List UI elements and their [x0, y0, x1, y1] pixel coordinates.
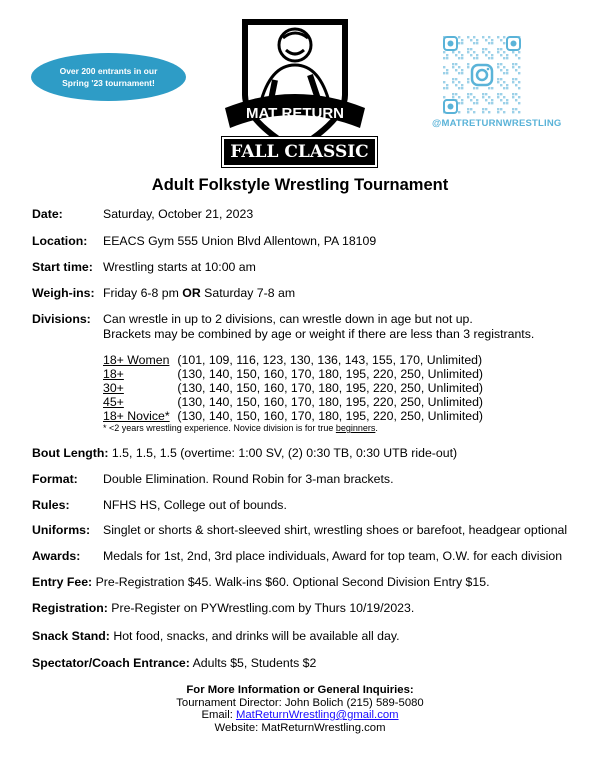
date-value: Saturday, October 21, 2023: [103, 207, 254, 221]
division-row: 18+ Novice* (130, 140, 150, 160, 170, 180, 195, 220, 250, Unlimited): [103, 409, 484, 423]
qr-code[interactable]: [443, 32, 521, 118]
entry-fee-row: Entry Fee: Pre-Registration $45. Walk-ins $60. Optional Second Division Entry $15.: [32, 575, 490, 589]
footer-website: Website: MatReturnWrestling.com: [214, 721, 386, 734]
division-row: 30+ (130, 140, 150, 160, 170, 180, 195, 220, 250, Unlimited): [103, 381, 484, 395]
svg-text:MAT RETURN: MAT RETURN: [245, 105, 345, 122]
rules-label: Rules:: [32, 498, 70, 512]
email-link[interactable]: MatReturnWrestling@gmail.com: [235, 709, 399, 721]
instagram-handle: @MATRETURNWRESTLING: [432, 118, 562, 129]
footer-director: Tournament Director: John Bolich (215) 589-5080: [176, 696, 424, 709]
date-label: Date:: [32, 207, 63, 221]
divisions-value: Can wrestle in up to 2 divisions, can wrestle down in age but not up.: [103, 312, 473, 326]
awards-value: Medals for 1st, 2nd, 3rd place individuals, Award for top team, O.W. for each division: [103, 549, 563, 563]
uniforms-value: Singlet or shorts & short-sleeved shirt, wrestling shoes or barefoot, headgear optional: [103, 523, 568, 537]
footer: [0, 684, 600, 734]
footer-email-line: Email: MatReturnWrestling@gmail.com: [201, 709, 399, 721]
divisions-value-2: Brackets may be combined by age or weight if there are less than 3 registrants.: [103, 327, 535, 341]
uniforms-label: Uniforms:: [32, 523, 91, 537]
instagram-icon: [470, 63, 494, 87]
location-label: Location:: [32, 234, 88, 248]
divisions-label: Divisions:: [32, 312, 91, 326]
location-value: EEACS Gym 555 Union Blvd Allentown, PA 18109: [103, 234, 377, 248]
division-row: 18+ Women (101, 109, 116, 123, 130, 136, 143, 155, 170, Unlimited): [103, 353, 483, 367]
registration-row: Registration: Pre-Register on PYWrestling.com by Thurs 10/19/2023.: [32, 601, 415, 615]
footer-heading: For More Information or General Inquiries:: [186, 684, 414, 696]
spectator-row: Spectator/Coach Entrance: Adults $5, Students $2: [32, 656, 317, 670]
bout-length-row: Bout Length: 1.5, 1.5, 1.5 (overtime: 1:00 SV, (2) 0:30 TB, 0:30 UTB ride-out): [32, 446, 458, 460]
division-row: 45+ (130, 140, 150, 160, 170, 180, 195, 220, 250, Unlimited): [103, 395, 484, 409]
promo-bubble: [31, 53, 186, 101]
snack-stand-row: Snack Stand: Hot food, snacks, and drinks will be available all day.: [32, 629, 400, 643]
format-value: Double Elimination. Round Robin for 3-man brackets.: [103, 472, 394, 486]
promo-line-1: Over 200 entrants in our: [59, 66, 158, 76]
page-title: Adult Folkstyle Wrestling Tournament: [151, 176, 449, 194]
division-row: 18+ (130, 140, 150, 160, 170, 180, 195, 220, 250, Unlimited): [103, 367, 484, 381]
rules-value: NFHS HS, College out of bounds.: [103, 498, 287, 512]
fall-classic-banner: FALL CLASSIC: [222, 137, 377, 167]
start-time-label: Start time:: [32, 260, 93, 274]
weigh-ins-label: Weigh-ins:: [32, 286, 95, 300]
awards-label: Awards:: [32, 549, 81, 563]
start-time-value: Wrestling starts at 10:00 am: [103, 260, 256, 274]
format-label: Format:: [32, 472, 78, 486]
novice-note: * <2 years wrestling experience. Novice division is for true beginners.: [103, 423, 378, 433]
promo-line-2: Spring '23 tournament!: [62, 78, 155, 88]
weigh-ins-value: Friday 6-8 pm OR Saturday 7-8 am: [103, 286, 296, 300]
